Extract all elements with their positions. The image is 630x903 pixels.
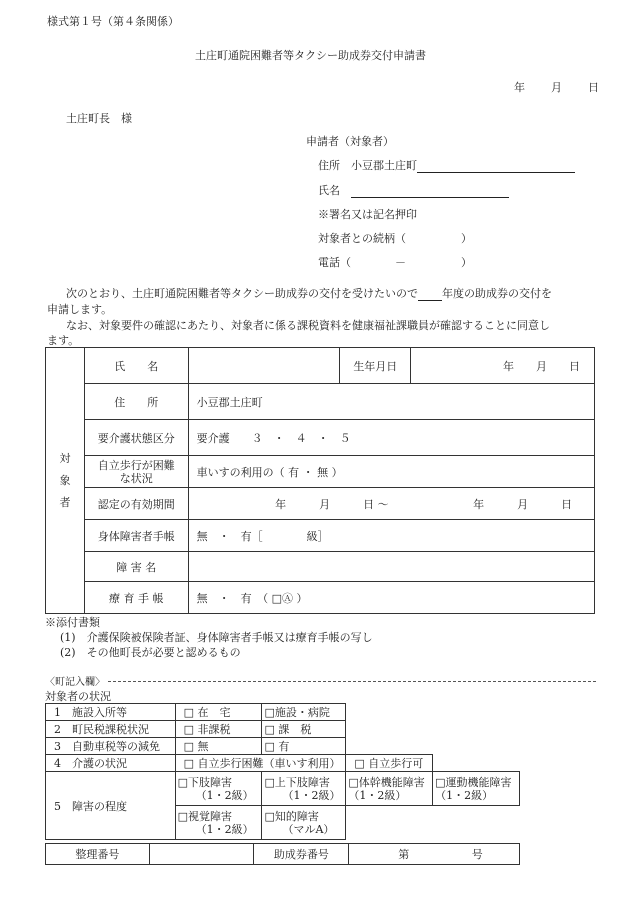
office-row-label: 3 自動車税等の減免 bbox=[46, 738, 176, 755]
disability-book-header: 身体障害者手帳 bbox=[84, 520, 188, 552]
josei-label: 助成券番号 bbox=[254, 844, 349, 865]
upper-lower-limb-checkbox[interactable]: □上下肢障害 （1・2級） bbox=[262, 772, 346, 806]
office-row-label: 2 町民税課税状況 bbox=[46, 721, 176, 738]
period-cell[interactable] bbox=[188, 488, 594, 520]
fiscal-year-field[interactable] bbox=[418, 289, 442, 301]
addressee: 土庄町長 様 bbox=[66, 112, 132, 125]
dai-label: 第 bbox=[398, 848, 410, 861]
office-table bbox=[45, 703, 520, 840]
seiri-field[interactable] bbox=[149, 844, 254, 865]
ryoiku-cell[interactable]: 無 ・ 有 （ □Ⓐ ） bbox=[188, 582, 594, 614]
josei-field[interactable] bbox=[349, 844, 520, 865]
empty-cell bbox=[433, 738, 520, 755]
exempt-yes-checkbox[interactable]: □ 有 bbox=[262, 738, 346, 755]
relation-field[interactable]: 対象者との続柄（ ） bbox=[318, 232, 472, 245]
sign-note: ※署名又は記名押印 bbox=[318, 208, 417, 221]
intellectual-checkbox[interactable]: □知的障害 （マルA） bbox=[262, 806, 346, 840]
address-label: 住所 bbox=[318, 159, 340, 172]
trunk-checkbox[interactable]: □体幹機能障害（1・2級） bbox=[346, 772, 433, 806]
period-to: 年 月 日 bbox=[473, 497, 573, 511]
name-header: 氏 名 bbox=[84, 348, 188, 384]
motor-checkbox[interactable]: □運動機能障害（1・2級） bbox=[433, 772, 520, 806]
birth-cell[interactable]: 年 月 日 bbox=[411, 348, 595, 384]
body-paragraph-2: なお、対象要件の確認にあたり、対象者に係る課税資料を健康福祉課職員が確認することに同意し bbox=[66, 319, 550, 332]
status-heading: 対象者の状況 bbox=[45, 690, 111, 703]
care-level-cell[interactable]: 要介護 ３ ・ ４ ・ ５ bbox=[188, 420, 594, 456]
walk-cell[interactable]: 車いすの利用の（ 有 ・ 無 ） bbox=[188, 456, 594, 488]
walk-header: 自立歩行が困難な状況 bbox=[84, 456, 188, 488]
empty-cell bbox=[346, 738, 433, 755]
empty-cell bbox=[346, 721, 433, 738]
empty-cell bbox=[433, 755, 520, 772]
go-label: 号 bbox=[471, 848, 483, 861]
disability-name-header: 障 害 名 bbox=[84, 552, 188, 582]
phone-field[interactable]: 電話（ － ） bbox=[318, 256, 472, 269]
office-heading: 〈町記入欄〉 bbox=[45, 677, 105, 688]
walk-difficult-checkbox[interactable]: □ 自立歩行困難（車いす利用） bbox=[175, 755, 346, 772]
attachments-heading: ※添付書類 bbox=[45, 616, 100, 629]
office-divider bbox=[108, 681, 596, 682]
subject-name-cell[interactable] bbox=[188, 348, 340, 384]
subject-table bbox=[45, 347, 595, 614]
empty-cell bbox=[346, 704, 433, 721]
degree-label: 5 障害の程度 bbox=[46, 772, 176, 840]
attachment-item-1: (1) 介護保険被保険者証、身体障害者手帳又は療育手帳の写し bbox=[60, 631, 373, 644]
empty-cell bbox=[433, 721, 520, 738]
attachment-item-2: (2) その他町長が必要と認めるもの bbox=[60, 646, 241, 659]
body-paragraph-2-end: ます。 bbox=[47, 334, 80, 347]
tax-checkbox[interactable]: □ 課 税 bbox=[262, 721, 346, 738]
home-checkbox[interactable]: □ 在 宅 bbox=[175, 704, 262, 721]
period-from: 年 月 日 〜 bbox=[275, 497, 389, 511]
nontax-checkbox[interactable]: □ 非課税 bbox=[175, 721, 262, 738]
birth-header: 生年月日 bbox=[340, 348, 411, 384]
date-day: 日 bbox=[588, 81, 599, 94]
form-number: 様式第１号（第４条関係） bbox=[47, 15, 179, 28]
exempt-no-checkbox[interactable]: □ 無 bbox=[175, 738, 262, 755]
empty-cell bbox=[433, 704, 520, 721]
body-paragraph-1-end: 申請します。 bbox=[47, 303, 113, 316]
lower-limb-checkbox[interactable]: □下肢障害 （1・2級） bbox=[175, 772, 262, 806]
date-month: 月 bbox=[551, 81, 562, 94]
address-header: 住 所 bbox=[84, 384, 188, 420]
period-header: 認定の有効期間 bbox=[84, 488, 188, 520]
date-year: 年 bbox=[514, 81, 525, 94]
office-row-label: 4 介護の状況 bbox=[46, 755, 176, 772]
name-label: 氏名 bbox=[318, 184, 340, 197]
empty-cell bbox=[346, 806, 520, 840]
seiri-label: 整理番号 bbox=[46, 844, 150, 865]
subject-side-label: 対 象 者 bbox=[46, 348, 85, 614]
address-prefix: 小豆郡土庄町 bbox=[351, 159, 417, 172]
care-level-header: 要介護状態区分 bbox=[84, 420, 188, 456]
office-row-label: 1 施設入所等 bbox=[46, 704, 176, 721]
address-field[interactable] bbox=[417, 161, 575, 173]
applicant-heading: 申請者（対象者） bbox=[306, 135, 394, 148]
walk-ok-checkbox[interactable]: □ 自立歩行可 bbox=[346, 755, 433, 772]
disability-book-cell[interactable]: 無 ・ 有［ 級］ bbox=[188, 520, 594, 552]
footer-table bbox=[45, 843, 520, 865]
disability-name-cell[interactable] bbox=[188, 552, 594, 582]
body-paragraph-1: 次のとおり、土庄町通院困難者等タクシー助成券の交付を受けたいので 年度の助成券の交付を bbox=[66, 287, 552, 300]
name-field[interactable] bbox=[351, 186, 509, 198]
applicant-name bbox=[318, 182, 509, 198]
visual-checkbox[interactable]: □視覚障害 （1・2級） bbox=[175, 806, 262, 840]
page-title: 土庄町通院困難者等タクシー助成券交付申請書 bbox=[195, 49, 426, 62]
ryoiku-header: 療 育 手 帳 bbox=[84, 582, 188, 614]
applicant-address bbox=[318, 157, 575, 173]
subject-address-cell[interactable]: 小豆郡土庄町 bbox=[188, 384, 594, 420]
facility-checkbox[interactable]: □施設・病院 bbox=[262, 704, 346, 721]
